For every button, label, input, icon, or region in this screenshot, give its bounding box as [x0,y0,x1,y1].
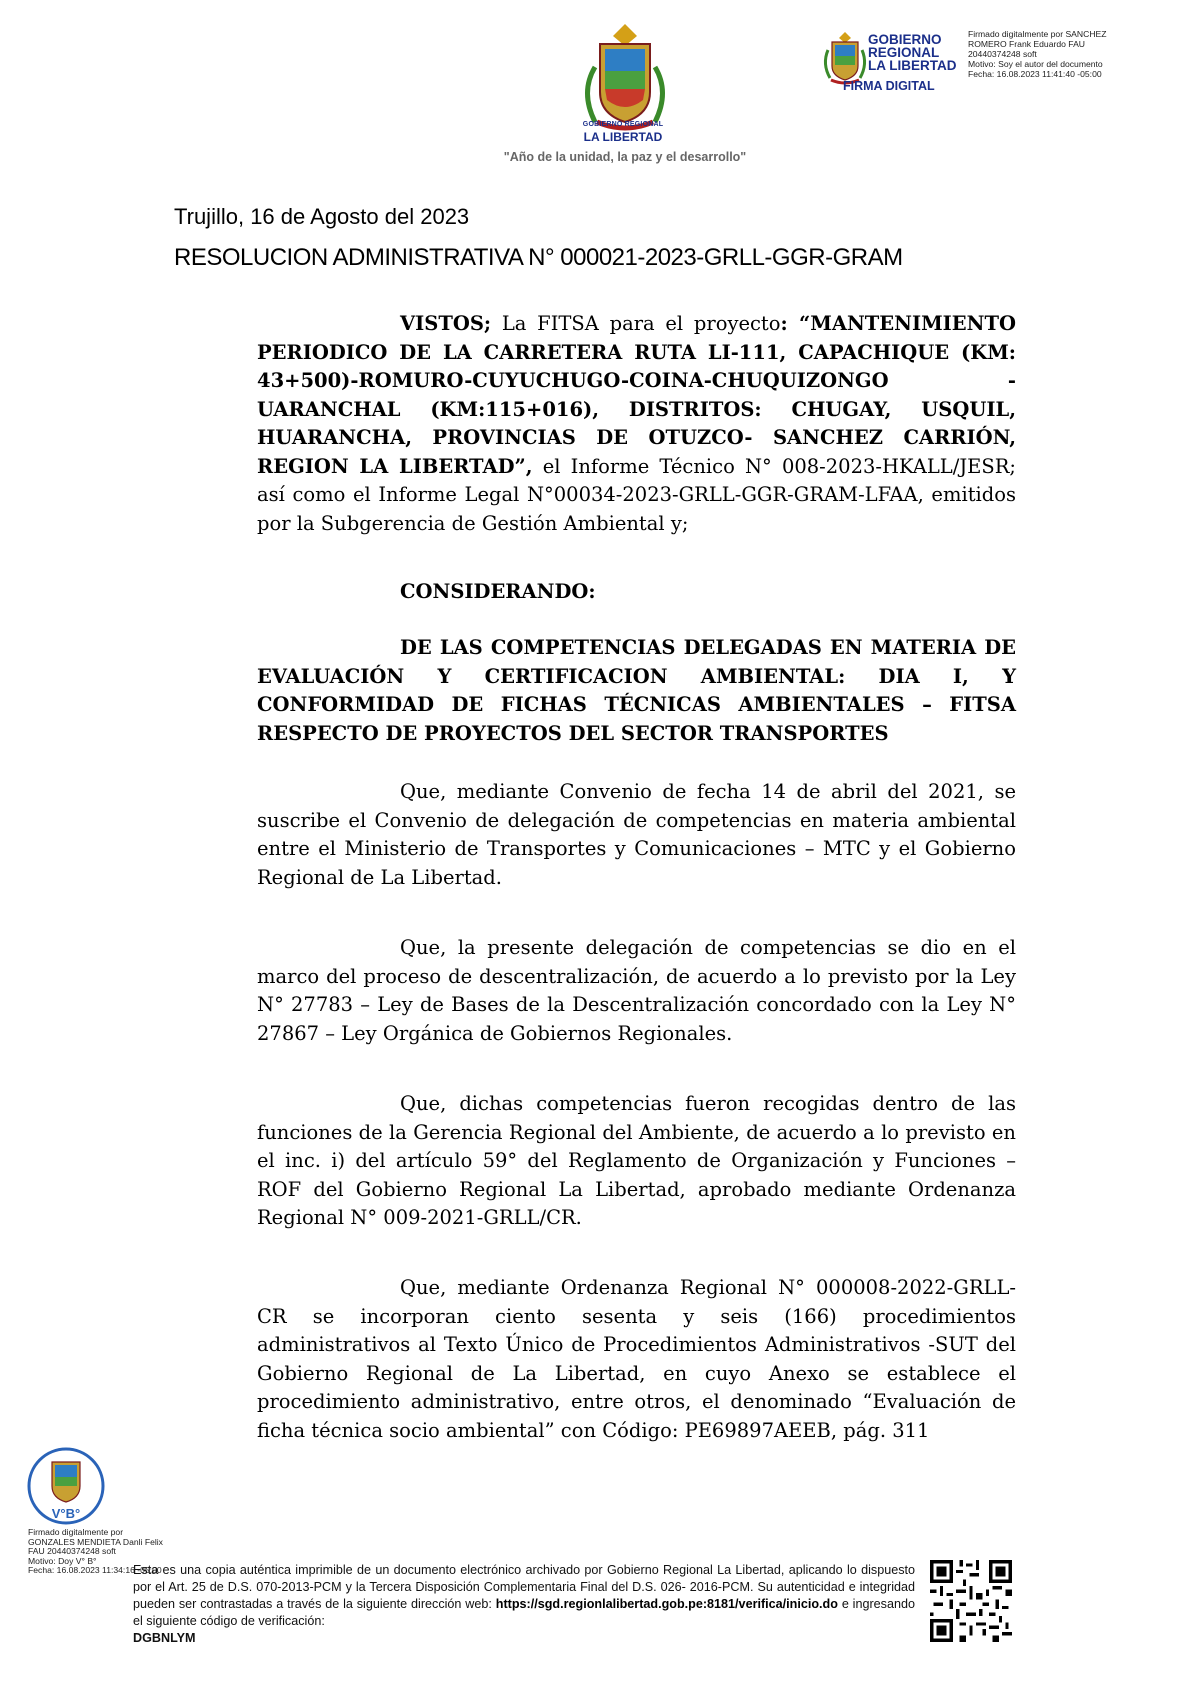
body-paragraph-text: Que, mediante Ordenanza Regional N° 000008-2022-GRLL-CR se incorporan ciento sesenta y seis (166) procedimientos administrativos al Texto Único de Procedimientos Administrativos -SUT del Gobierno Regional de La Libertad, en cuyo Anexo se establece el procedimiento administrativo, entre otros, el denominado “Evaluación de ficha técnica socio ambiental” con Código: PE69897AEEB, pág. 311 [257,1276,1016,1442]
signature-line: 20440374248 soft [968,49,1037,59]
signature-crest-icon [820,30,870,86]
body-paragraph [257,934,1016,1048]
vb-signature-line: Firmado digitalmente por [28,1527,124,1537]
digital-signature-details [968,29,1178,79]
section-heading [257,634,1016,748]
vb-signature-line: Motivo: Doy V° B° [28,1555,97,1566]
signature-org-line1: GOBIERNO [868,32,942,47]
vistos-project: : “MANTENIMIENTO PERIODICO DE LA CARRETERA RUTA LI-111, CAPACHIQUE (KM: 43+500)-ROMURO-CUYUCHUGO-COINA-CHUQUIZONGO - UARANCHAL (KM:115+016), DISTRITOS: CHUGAY, USQUIL, HUARANCHA, PROVINCIAS DE OTUZCO- SANCHEZ CARRIÓN, REGION LA LIBERTAD”, [257,312,1016,478]
body-paragraph [257,1090,1016,1233]
verification-code: DGBNLYM [133,1631,196,1645]
signature-org-line3: LA LIBERTAD [868,58,957,73]
body-paragraph-text: Que, mediante Convenio de fecha 14 de abril del 2021, se suscribe el Convenio de delegación de competencias en materia ambiental entre el Ministerio de Transportes y Comunicaciones – MTC y el Gobierno Regional de La Libertad. [257,780,1016,889]
vb-label: V°B° [51,1506,81,1521]
footer-text-after-url: e ingresando el siguiente código de verificación: [133,1597,915,1628]
year-motto: "Año de la unidad, la paz y el desarrollo" [503,150,747,164]
vb-signature-line: FAU 20440374248 soft [28,1546,116,1557]
resolution-title: RESOLUCION ADMINISTRATIVA N° 000021-2023-GRLL-GGR-GRAM [174,244,903,271]
vistos-rest: el Informe Técnico N° 008-2023-HKALL/JESR; así como el Informe Legal N°00034-2023-GRLL-GGR-GRAM-LFAA, emitidos por la Subgerencia de Gestión Ambiental y; [257,454,1016,535]
considerando-label: CONSIDERANDO: [400,580,596,603]
signature-org-name [868,33,957,72]
signature-line: ROMERO Frank Eduardo FAU [968,39,1086,49]
verification-link[interactable]: https://sgd.regionlalibertad.gob.pe:8181/verifica/inicio.do [495,1597,838,1611]
authenticity-footer [133,1562,915,1647]
body-paragraph [257,1274,1016,1445]
document-date: Trujillo, 16 de Agosto del 2023 [174,204,470,229]
body-paragraph [257,778,1016,892]
considerando-heading [257,578,1016,607]
footer-text: Esta es una copia auténtica imprimible de un documento electrónico archivado por Gobierno Regional La Libertad, aplicando lo dispuesto por el Art. 25 de D.S. 070-2013-PCM y la Tercera Disposición Complementaria Final del D.S. 026- 2016-PCM. Su autenticidad e integridad pueden ser contrastadas a través de la siguiente dirección web: [133,1563,915,1611]
section-heading-text: DE LAS COMPETENCIAS DELEGADAS EN MATERIA DE EVALUACIÓN Y CERTIFICACION AMBIENTAL: DIA I, Y CONFORMIDAD DE FICHAS TÉCNICAS AMBIENTALES – FITSA RESPECTO DE PROYECTOS DEL SECTOR TRANSPORTES [257,636,1016,745]
body-paragraph-text: Que, la presente delegación de competencias se dio en el marco del proceso de descentralización, de acuerdo a lo previsto por la Ley N° 27783 – Ley de Bases de la Descentralización concordado con la Ley N° 27867 – Ley Orgánica de Gobiernos Regionales. [257,936,1016,1045]
signature-org-line2: REGIONAL [868,45,940,60]
vistos-paragraph [257,310,1016,538]
vb-approval-seal-icon [26,1446,106,1526]
crest-caption-small: GOBIERNO REGIONAL [582,121,664,128]
firma-digital-badge: FIRMA DIGITAL [843,79,935,93]
verification-qr-code[interactable] [930,1560,1012,1642]
vistos-label: VISTOS; [400,312,492,335]
vb-signature-line: GONZALES MENDIETA Danli Felix [28,1536,163,1547]
vb-signature-line: Fecha: 16.08.2023 11:34:16 -05:00 [28,1565,162,1576]
signature-line: Firmado digitalmente por SANCHEZ [968,29,1107,39]
signature-line: Fecha: 16.08.2023 11:41:40 -05:00 [968,69,1102,79]
body-paragraph-text: Que, dichas competencias fueron recogidas dentro de las funciones de la Gerencia Regional del Ambiente, de acuerdo a lo previsto en el inc. i) del artículo 59° del Reglamento de Organización y Funciones – ROF del Gobierno Regional La Libertad, aprobado mediante Ordenanza Regional N° 009-2021-GRLL/CR. [257,1092,1016,1229]
signature-line: Motivo: Soy el autor del documento [968,59,1103,69]
crest-caption-large: LA LIBERTAD [583,130,663,144]
vistos-intro: La FITSA para el proyecto [491,312,781,335]
